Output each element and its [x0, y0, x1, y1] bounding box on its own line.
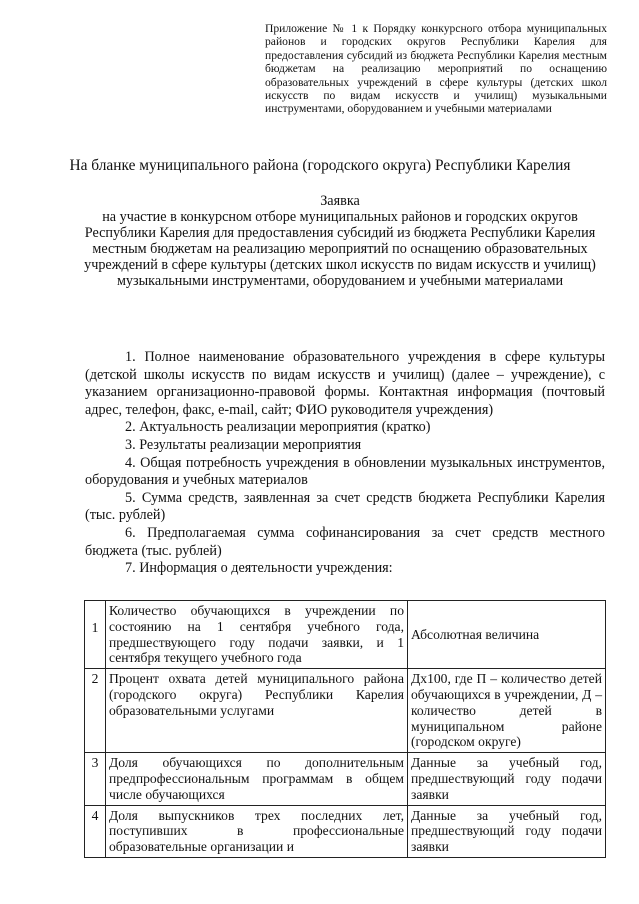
document-title [70, 193, 610, 289]
row-indicator: Количество обучающихся в учреждении по состоянию на 1 сентября учебного года, предшествующего году подачи заявки, и 1 сентября текущего учебного года [106, 601, 408, 669]
row-indicator: Доля выпускников трех последних лет, поступивших в профессиональные образовательные организации и [106, 805, 408, 857]
row-value: Данные за учебный год, предшествующий году подачи заявки [408, 805, 606, 857]
appendix-note: Приложение № 1 к Порядку конкурсного отбора муниципальных районов и городских округов Республики Карелия для предоставления субсидий из бюджета Республики Карелия местным бюджетам на реализацию мероприятий по оснащению образовательных учреждений в сфере культуры (детских школ искусств по видам искусств и училищ) музыкальными инструментами, оборудованием и учебными материалами [265, 22, 607, 116]
row-number: 3 [85, 753, 106, 805]
list-item: 2. Актуальность реализации мероприятия (кратко) [125, 419, 431, 436]
list-item: 7. Информация о деятельности учреждения: [125, 560, 393, 577]
institution-info-table [84, 600, 606, 858]
table-row [85, 601, 606, 669]
row-value: Дх100, где П – количество детей обучающихся в учреждении, Д – количество детей в муниципальном районе (городском округе) [408, 669, 606, 753]
table-row [85, 805, 606, 857]
row-indicator: Процент охвата детей муниципального района (городского округа) Республики Карелия образовательными услугами [106, 669, 408, 753]
row-value: Данные за учебный год, предшествующий году подачи заявки [408, 753, 606, 805]
list-item: 3. Результаты реализации мероприятия [125, 436, 362, 453]
row-number: 1 [85, 601, 106, 669]
list-item: 6. Предполагаемая сумма софинансирования за счет средств местного бюджета (тыс. рублей) [85, 524, 605, 559]
row-value: Абсолютная величина [408, 601, 606, 669]
table-row [85, 669, 606, 753]
title-body: на участие в конкурсном отборе муниципальных районов и городских округов Республики Карелия для предоставления субсидий из бюджета Республики Карелия местным бюджетам на реализацию мероприятий по оснащению образовательных учреждений в сфере культуры (детских школ искусств по видам искусств и училищ) музыкальными инструментами, оборудованием и учебными материалами [84, 209, 596, 289]
list-item: 5. Сумма средств, заявленная за счет средств бюджета Республики Карелия (тыс. рублей) [85, 489, 605, 524]
letterhead-note: На бланке муниципального района (городского округа) Республики Карелия [69, 157, 571, 174]
row-number: 4 [85, 805, 106, 857]
row-indicator: Доля обучающихся по дополнительным предпрофессиональным программам в общем числе обучающихся [106, 753, 408, 805]
title-heading: Заявка [320, 193, 360, 209]
list-item: 1. Полное наименование образовательного учреждения в сфере культуры (детской школы искусств по видам искусств и училищ) (далее – учреждение), с указанием организационно-правовой формы. Контактная информация (почтовый адрес, телефон, факс, e-mail, сайт; ФИО руководителя учреждения) [85, 349, 605, 418]
application-items [85, 349, 605, 578]
table-row [85, 753, 606, 805]
row-number: 2 [85, 669, 106, 753]
list-item: 4. Общая потребность учреждения в обновлении музыкальных инструментов, оборудования и учебных материалов [85, 454, 605, 489]
